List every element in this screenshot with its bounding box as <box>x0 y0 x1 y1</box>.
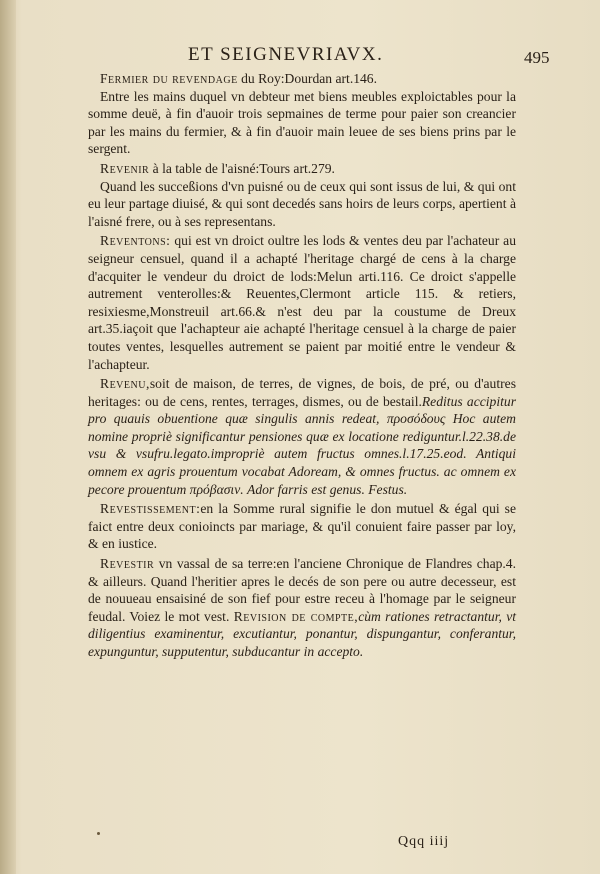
entry-head: Revision de compte, <box>233 608 359 624</box>
entry-body: à la table de l'aisné:Tours art.279. <box>149 160 335 176</box>
entry-body: soit de maison, de terres, de vignes, de bois, de pré, ou d'autres heritages: ou de cens, rentes, terrages, dismes, ou de bestail. <box>88 376 516 409</box>
entry-reventons <box>88 232 516 373</box>
latin-gloss: cùm rationes retractantur, vt diligentius examinentur, excutiantur, ponantur, dispungantur, conferantur, expunguntur, supputentur, subducantur in accepto. <box>88 608 517 659</box>
glossary-text <box>88 70 516 661</box>
entry-head: Revestissement: <box>100 501 201 517</box>
ink-speck <box>97 832 100 835</box>
page-gutter <box>0 0 16 874</box>
entry-body: Entre les mains duquel vn debteur met biens meubles exploictables pour la somme deuë, à fin d'auoir trois sepmaines de terme pour paier son creancier par les mains du fermier, & à fin d'auoir main leuee de ses biens prins par le sergent. <box>88 88 516 157</box>
page-number: 495 <box>524 48 550 67</box>
entry-revenu <box>88 375 516 498</box>
entry-head: Revenu, <box>100 376 150 392</box>
entry-body: qui est vn droict oultre les lods & ventes deu par l'achateur au seigneur censuel, quand il a achapté l'heritage chargé de cens à la charge d'acquiter le vendeur du droict de lods:Melun arti.116. Ce droict s'appelle autrement venterolles:& Reuentes,Clermont article 115. & retiers, resixiesme,Monstreuil art.66.& n'est deu par la coustume de Dreux art.35.iaçoit que l'achapteur aie achapté l'heritage censuel à la charge de paier toutes ventes, lesquelles autrement se paient par moitié entre le vendeur & l'achapteur. <box>88 233 516 372</box>
entry-fermier-definition <box>88 88 516 158</box>
latin-gloss: Reditus accipitur pro quauis obuentione quæ singulis annis redeat, προσόδους Hoc autem nomine propriè significantur pensiones quæ ex locatione rediguntur.l.22.38.de vsu & vsufru.legato.impropriè autem fructus omnes.l.17.25.eod. Antiqui omnem ex agris prouentum vocabat Adoream, & omnes fructus. ac omnem ex pecore prouentum πρόβασιν. Ador farris est genus. Festus. <box>88 393 516 497</box>
entry-body: Quand les succeßions d'vn puisné ou de ceux qui sont issus de lui, & qui ont eu leur partage diuisé, & qui sont decedés sans hoirs de leurs corps, apertient à l'aisné frere, ou à ses representans. <box>88 178 516 229</box>
entry-head: Revestir <box>100 556 155 572</box>
entry-fermier <box>88 70 516 88</box>
entry-revenir-definition <box>88 178 516 231</box>
entry-body: du Roy:Dourdan art.146. <box>237 71 378 86</box>
entry-body: vn vassal de sa terre:en l'anciene Chronique de Flandres chap.4. & ailleurs. Quand l'heritier apres le decés de son pere ou autre decesseur, est de nouueau ensaisiné de son fief pour estre receu à l'homage par le seigneur feudal. Voiez le mot vest. <box>88 556 516 624</box>
entry-head: Reventons: <box>100 233 171 249</box>
entry-revenir <box>88 160 516 178</box>
entry-revestissement <box>88 500 516 553</box>
entry-body: en la Somme rural signifie le don mutuel & égal qui se faict entre deux conioincts par mariage, & qu'il conuient faire passer par loy, & en iustice. <box>88 501 516 552</box>
signature-mark: Qqq iiij <box>398 834 450 849</box>
running-title: ET SEIGNEVRIAVX. <box>188 44 384 65</box>
entry-head: Revenir <box>100 160 150 176</box>
entry-head: Fermier du revendage <box>100 71 238 86</box>
entry-revestir <box>88 555 516 661</box>
